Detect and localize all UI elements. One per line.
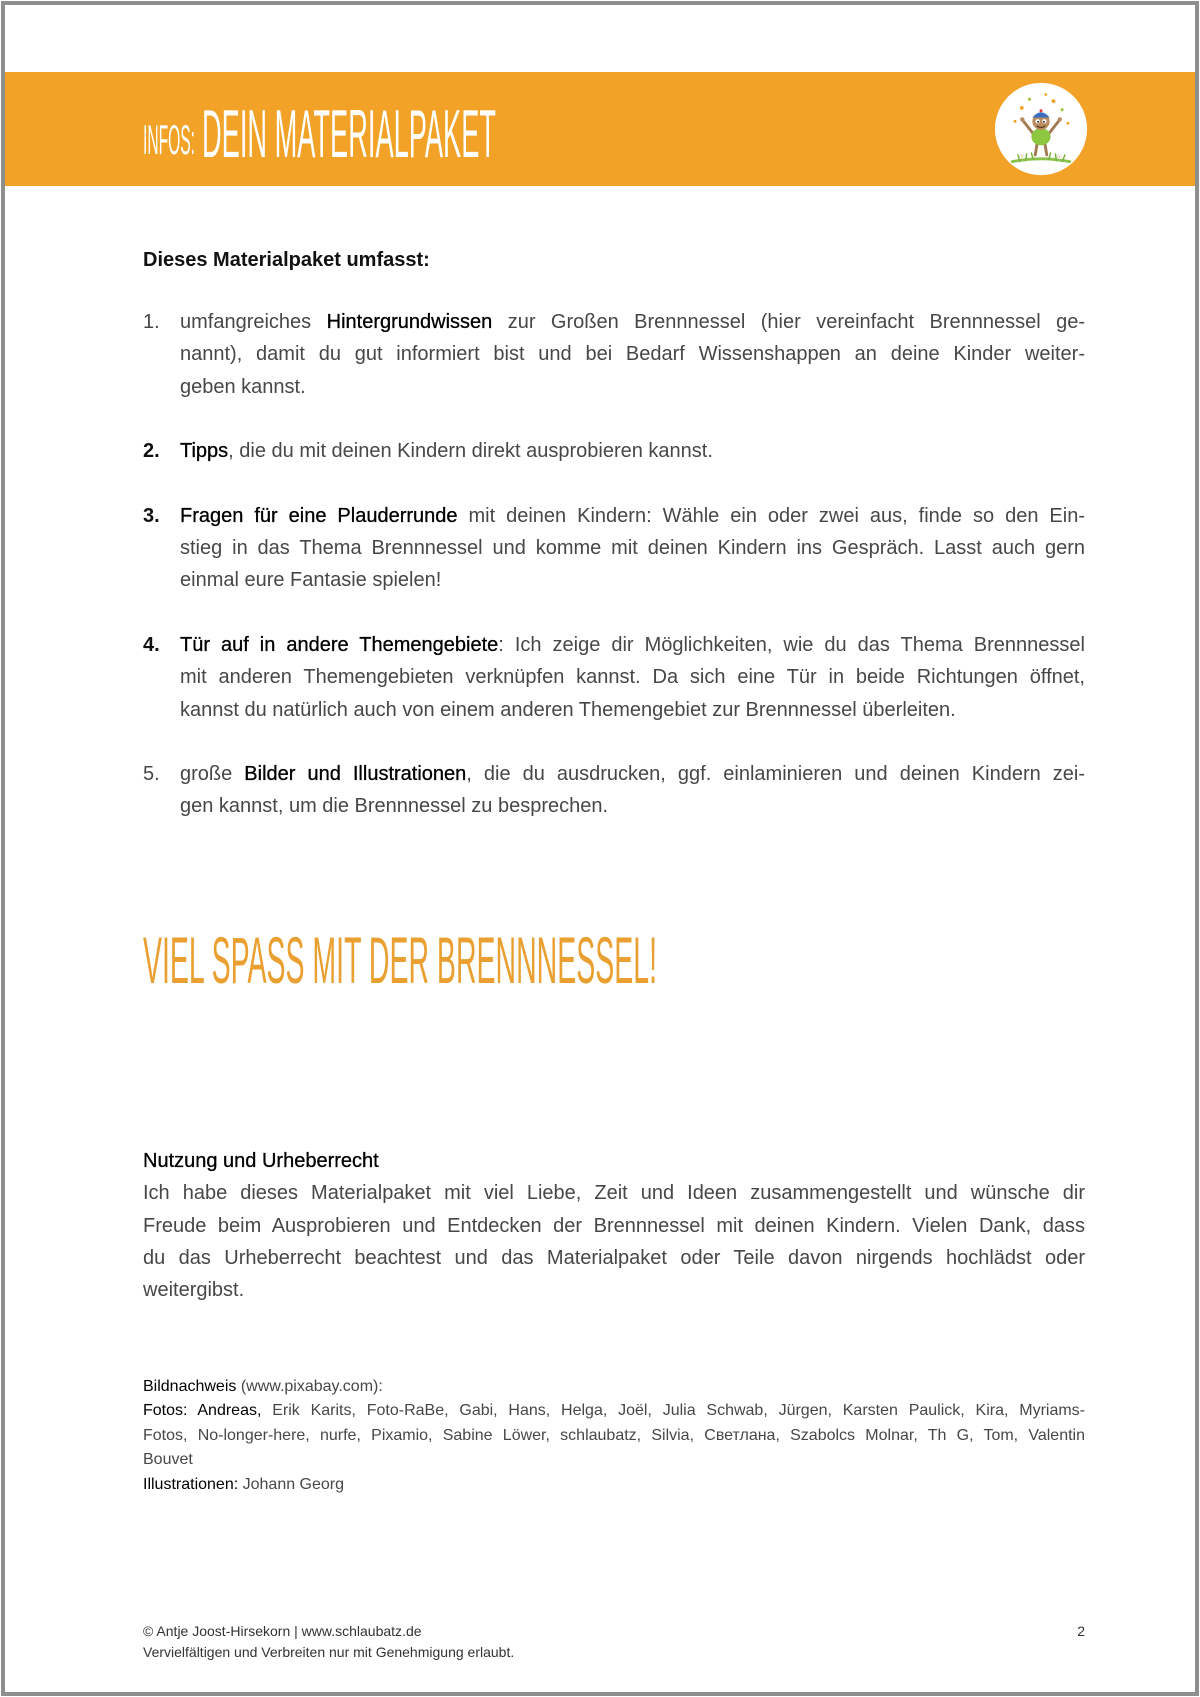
text-line [180, 532, 1085, 564]
list-number: 1. [143, 311, 160, 333]
header-title: DEIN MATERIALPAKET [202, 96, 496, 170]
credits-photos-line: Bouvet [143, 1451, 193, 1469]
text-line [180, 758, 1085, 790]
usage-text-line: weitergibst. [143, 1279, 245, 1302]
usage-text-line: du das Urheberrecht beachtest und das Materialpaket oder Teile davon nirgends hochlädst oder [143, 1246, 1085, 1269]
closing-title-graphic [140, 925, 680, 995]
highlight-term: Fragen für eine Plauderrunde [180, 504, 458, 527]
text-line [180, 629, 1085, 661]
list-item-text [180, 306, 1085, 403]
text-run: kannst du natürlich auch von einem anderen Themengebiet zur Brennnessel überleiten. [180, 698, 956, 721]
credits-illustrations-label: Illustrationen: [143, 1475, 239, 1493]
text-line [180, 306, 1085, 338]
header-title-graphic [140, 90, 520, 170]
text-run: mit anderen Themengebieten verknüpfen kannst. Da sich eine Tür in beide Richtungen öffnet, [180, 666, 1085, 689]
intro-heading: Dieses Materialpaket umfasst: [143, 249, 430, 271]
credits-source: (www.pixabay.com): [236, 1378, 383, 1395]
footer-copyright: © Antje Joost-Hirsekorn | www.schlaubatz.de [143, 1623, 422, 1639]
text-run: große [180, 763, 245, 786]
mascot-logo-icon [993, 81, 1089, 177]
text-run: mit deinen Kindern: Wähle ein oder zwei aus, finde so den Ein- [457, 504, 1085, 527]
highlight-term: Tipps [180, 440, 229, 463]
list-number: 3. [143, 504, 160, 527]
credits-photos-line: Fotos, No-longer-here, nurfe, Pixamio, Sabine Löwer, schlaubatz, Silvia, Светлана, Szabolcs Molnar, Th G, Tom, Valentin [143, 1426, 1085, 1444]
credits-illustrations: Johann Georg [238, 1475, 345, 1493]
usage-section [143, 1145, 1085, 1306]
text-run: : Ich zeige dir Möglichkeiten, wie du das Thema Brennnessel [498, 633, 1085, 656]
text-run: einmal eure Fantasie spielen! [180, 569, 442, 592]
usage-text-line: Ich habe dieses Materialpaket mit viel Liebe, Zeit und Ideen zusammengestellt und wünsche dir [143, 1182, 1085, 1205]
list-number: 2. [143, 440, 160, 463]
text-line [180, 435, 1085, 467]
text-run: zur Großen Brennnessel (hier vereinfacht Brennnessel ge- [492, 311, 1085, 333]
usage-heading: Nutzung und Urheberrecht [143, 1150, 379, 1172]
text-line [180, 500, 1085, 532]
list-item-text [180, 500, 1085, 597]
header-kicker: INFOS: [143, 116, 195, 163]
list-item [143, 629, 1085, 726]
text-line [180, 694, 1085, 726]
text-run: geben kannst. [180, 375, 306, 398]
text-run: , die du ausdrucken, ggf. einlaminieren und deinen Kindern zei- [466, 763, 1085, 786]
list-item-text [180, 629, 1085, 726]
credits-label: Bildnachweis [143, 1378, 237, 1395]
usage-text-line: Freude beim Ausprobieren und Entdecken der Brennnessel mit deinen Kindern. Vielen Dank, dass [143, 1214, 1085, 1237]
text-run: stieg in das Thema Brennnessel und komme mit deinen Kindern ins Gespräch. Lasst auch gern [180, 537, 1085, 560]
highlight-term: Hintergrundwissen [326, 311, 493, 333]
list-item-text [180, 435, 1085, 467]
text-line [180, 790, 1085, 822]
text-line [180, 371, 1085, 403]
image-credits [143, 1375, 1085, 1497]
text-run: nannt), damit du gut informiert bist und bei Bedarf Wissenshappen an deine Kinder weiter- [180, 343, 1085, 366]
list-item [143, 758, 1085, 823]
content-list [143, 306, 1085, 855]
text-line [180, 661, 1085, 693]
text-line [180, 338, 1085, 370]
text-run: , die du mit deinen Kindern direkt ausprobieren kannst. [228, 440, 713, 463]
text-line [180, 564, 1085, 596]
footer-notice: Vervielfältigen und Verbreiten nur mit Genehmigung erlaubt. [143, 1643, 515, 1660]
credits-photos-line [143, 1399, 1085, 1423]
highlight-term: Bilder und Illustrationen [244, 763, 467, 786]
closing-title: VIEL SPASS MIT DER BRENNNESSEL! [143, 925, 657, 995]
credits-illustrations-line [143, 1473, 1085, 1497]
list-number: 4. [143, 633, 160, 656]
highlight-term: Tür auf in andere Themengebiete [180, 633, 499, 656]
list-item-text [180, 758, 1085, 823]
list-item [143, 435, 1085, 467]
list-number: 5. [143, 763, 160, 786]
credits-photos: Erik Karits, Foto-RaBe, Gabi, Hans, Helga, Joël, Julia Schwab, Jürgen, Karsten Paulick, Kira, Myriams- [261, 1402, 1086, 1420]
page-number: 2 [1077, 1623, 1085, 1639]
list-item [143, 306, 1085, 403]
list-item [143, 500, 1085, 597]
footer [143, 1621, 1085, 1662]
credits-source-line [143, 1375, 1085, 1399]
credits-photos-label: Fotos: Andreas, [143, 1402, 262, 1420]
text-run: gen kannst, um die Brennnessel zu besprechen. [180, 795, 609, 818]
text-run: umfangreiches [180, 311, 327, 333]
